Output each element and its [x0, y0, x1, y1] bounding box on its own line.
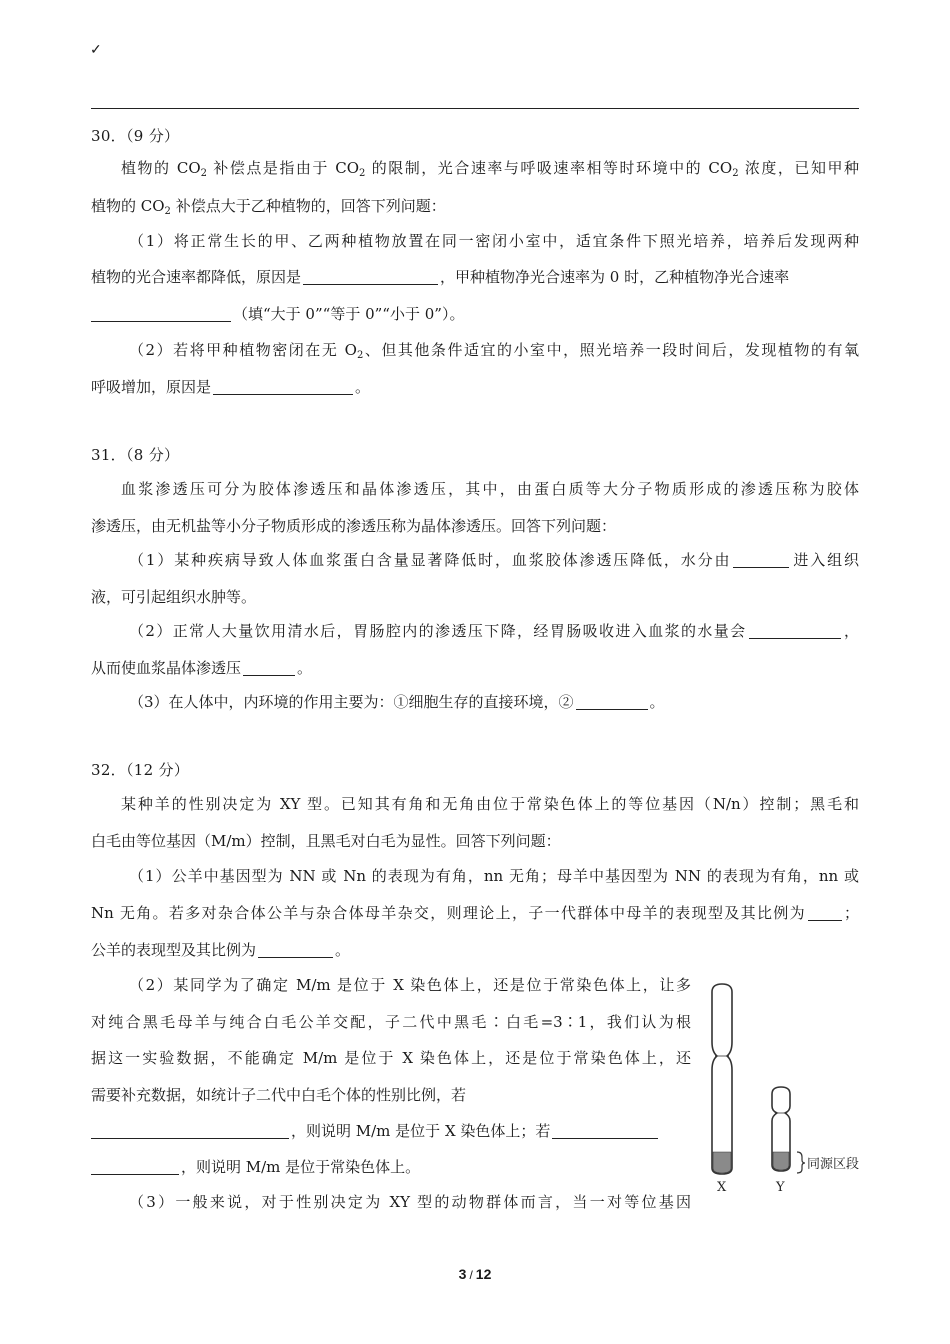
q32-part2-line5: ，则说明 M/m 是位于 X 染色体上；若 [91, 1121, 691, 1141]
chromosome-diagram [705, 980, 875, 1195]
q31-part1-line1: （1）某种疾病导致人体血浆蛋白含量显著降低时，血浆胶体渗透压降低，水分由 进入组织 [129, 551, 859, 569]
answer-blank[interactable] [91, 306, 231, 322]
page-total: 12 [475, 1266, 492, 1282]
answer-blank[interactable] [576, 694, 648, 710]
answer-blank[interactable] [733, 552, 789, 568]
check-mark: ✓ [90, 42, 102, 58]
header-rule [91, 108, 859, 109]
x-label: X [717, 1180, 727, 1195]
q31-part2-line2: 从而使血浆晶体渗透压 。 [91, 659, 313, 677]
x-chromosome-shape [712, 984, 732, 1174]
q30-intro-line2: 植物的 $CO_2$ 补偿点大于乙种植物的，回答下列问题： [91, 197, 446, 217]
q32-part1-line3: 公羊的表现型及其比例为 。 [91, 941, 351, 959]
q30-part1-line3: （填“大于 0”“等于 0”“小于 0”）。 [91, 304, 859, 324]
y-label: Y [776, 1180, 785, 1195]
q31-part2-line1: （2）正常人大量饮用清水后，胃肠腔内的渗透压下降，经胃肠吸收进入血浆的水量会 ， [129, 622, 859, 640]
page-number [0, 1266, 950, 1282]
answer-blank[interactable] [91, 1159, 179, 1175]
q32-part2-line6: ，则说明 M/m 是位于常染色体上。 [91, 1157, 691, 1177]
q30-part2-line1: （2）若将甲种植物密闭在无 $O_2$、但其他条件适宜的小室中，照光培养一段时间后，发现植物的有氧 [129, 341, 859, 361]
q32-number: 32．（12 分） [91, 761, 190, 779]
q30-part1-line1: （1）将正常生长的甲、乙两种植物放置在同一密闭小室中，适宜条件下照光培养，培养后发现两种 [129, 232, 859, 250]
answer-blank[interactable] [749, 623, 841, 639]
q30-part1-line2: 植物的光合速率都降低，原因是 ，甲种植物净光合速率为 0 时，乙种植物净光合速率 [91, 268, 790, 286]
answer-blank[interactable] [808, 905, 842, 921]
x-homologous-region [713, 1152, 731, 1173]
q32-part1-line1: （1）公羊中基因型为 NN 或 Nn 的表现为有角，nn 无角；母羊中基因型为 NN 的表现为有角，nn 或 [129, 867, 859, 885]
homologous-region-label: 同源区段 [807, 1157, 860, 1172]
q32-part3-line1: （3）一般来说，对于性别决定为 XY 型的动物群体而言，当一对等位基因 [129, 1193, 691, 1211]
page-current: 3 [458, 1266, 467, 1282]
homologous-bracket [797, 1152, 805, 1173]
answer-blank[interactable] [243, 660, 295, 676]
answer-blank[interactable] [552, 1123, 658, 1139]
answer-blank[interactable] [258, 942, 333, 958]
answer-blank[interactable] [213, 379, 353, 395]
answer-blank[interactable] [303, 269, 438, 285]
answer-blank[interactable] [91, 1123, 289, 1139]
q31-number: 31．（8 分） [91, 446, 180, 464]
q32-intro-line2: 白毛由等位基因（M/m）控制，且黑毛对白毛为显性。回答下列问题： [91, 832, 561, 850]
chromosome-figure [705, 980, 875, 1195]
y-homologous-region [773, 1152, 789, 1170]
q31-intro-line1: 血浆渗透压可分为胶体渗透压和晶体渗透压，其中，由蛋白质等大分子物质形成的渗透压称为胶体 [121, 480, 859, 498]
q32-part2-line4: 需要补充数据，如统计子二代中白毛个体的性别比例，若 [91, 1086, 467, 1104]
q31-part1-line2: 液，可引起组织水肿等。 [91, 588, 257, 606]
q32-part2-line1: （2）某同学为了确定 M/m 是位于 X 染色体上，还是位于常染色体上，让多 [129, 976, 691, 994]
q31-part3-line1: （3）在人体中，内环境的作用主要为：①细胞生存的直接环境，② 。 [129, 693, 665, 711]
q32-part2-line2: 对纯合黑毛母羊与纯合白毛公羊交配，子二代中黑毛∶白毛=3∶1，我们认为根 [91, 1013, 691, 1031]
q32-part1-line2: Nn 无角。若多对杂合体公羊与杂合体母羊杂交，则理论上，子一代群体中母羊的表现型及其比例为 ； [91, 904, 859, 922]
q30-intro-line1: 植物的 $CO_2$ 补偿点是指由于 $CO_2$ 的限制，光合速率与呼吸速率相等时环境中的 $CO_2$ 浓度，已知甲种 [121, 159, 859, 179]
q31-intro-line2: 渗透压，由无机盐等小分子物质形成的渗透压称为晶体渗透压。回答下列问题： [91, 517, 617, 535]
q30-part2-line2: 呼吸增加，原因是 。 [91, 378, 371, 396]
page-separator: / [469, 1268, 473, 1282]
q32-intro-line1: 某种羊的性别决定为 XY 型。已知其有角和无角由位于常染色体上的等位基因（N/n）控制；黑毛和 [121, 795, 859, 813]
q30-number: 30．（9 分） [91, 127, 180, 145]
q32-part2-line3: 据这一实验数据，不能确定 M/m 是位于 X 染色体上，还是位于常染色体上，还 [91, 1049, 691, 1067]
